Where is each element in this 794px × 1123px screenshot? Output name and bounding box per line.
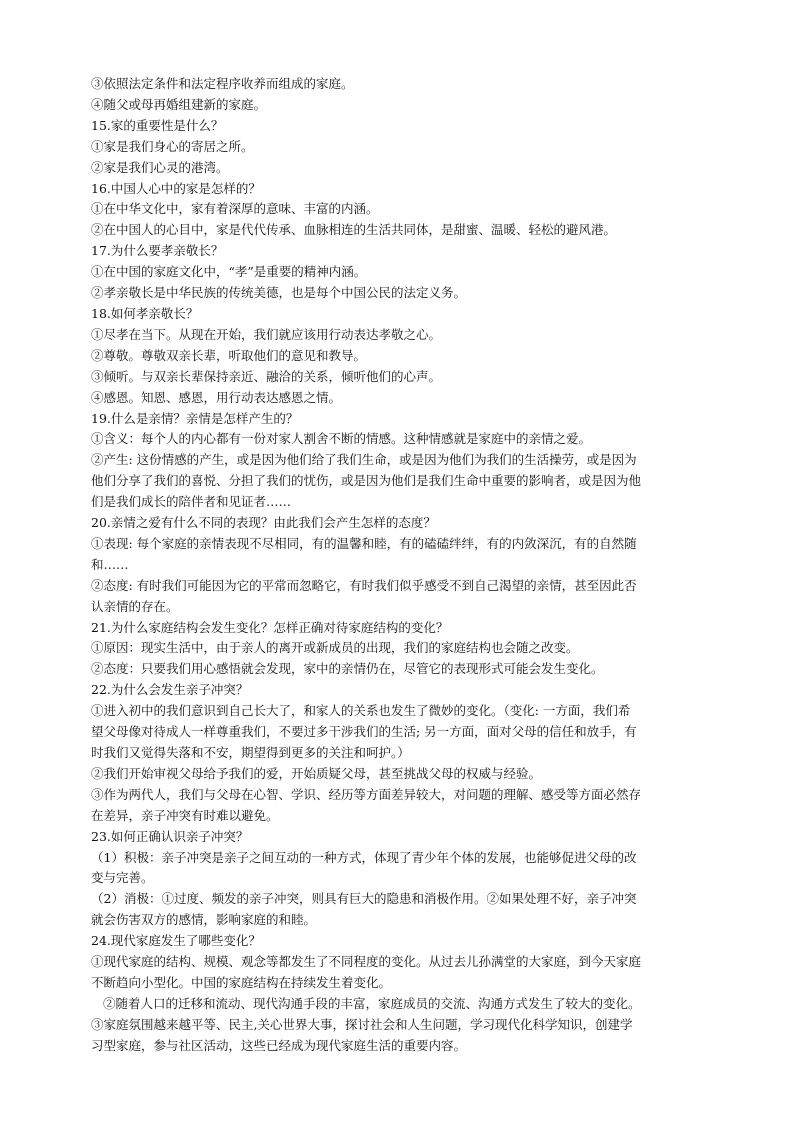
text-line: ②产生: 这份情感的产生，或是因为他们给了我们生命，或是因为他们为我们的生活操劳，或是因为 <box>91 452 637 468</box>
text-line: 他们分享了我们的喜悦、分担了我们的忧伤，或是因为他们是我们生命中重要的影响者，或是因为他 <box>91 473 642 489</box>
question-heading: 20.亲情之爱有什么不同的表现？由此我们会产生怎样的态度？ <box>91 515 436 531</box>
text-line: 变与完善。 <box>91 870 154 886</box>
text-line: 习型家庭，参与社区活动，这些已经成为现代家庭生活的重要内容。 <box>91 1037 467 1053</box>
question-heading: 21.为什么家庭结构会发生变化？怎样正确对待家庭结构的变化？ <box>91 619 449 635</box>
question-heading: 19.什么是亲情？亲情是怎样产生的？ <box>91 410 299 426</box>
question-heading: 22.为什么会发生亲子冲突？ <box>91 682 249 698</box>
text-line: ②态度：只要我们用心感悟就会发现，家中的亲情仍在，尽管它的表现形式可能会发生变化。 <box>91 661 604 677</box>
text-line: ①尽孝在当下。从现在开始，我们就应该用行动表达孝敬之心。 <box>91 326 442 342</box>
question-heading: 15.家的重要性是什么？ <box>91 117 224 133</box>
text-line: 就会伤害双方的感情，影响家庭的和睦。 <box>91 912 317 928</box>
text-line: ②尊敬。尊敬双亲长辈，听取他们的意见和教导。 <box>91 347 367 363</box>
question-heading: 18.如何孝亲敬长？ <box>91 305 199 321</box>
text-line: 们是我们成长的陪伴者和见证者…… <box>91 494 292 510</box>
text-line: ③依照法定条件和法定程序收养而组成的家庭。 <box>91 76 354 91</box>
text-line: ②态度: 有时我们可能因为它的平常而忽略它，有时我们似乎感受不到自己渴望的亲情，甚至因此否 <box>91 577 637 593</box>
text-line: ①原因：现实生活中，由于亲人的离开或新成员的出现，我们的家庭结构也会随之改变。 <box>91 640 579 656</box>
text-line: ②随着人口的迁移和流动、现代沟通手段的丰富，家庭成员的交流、沟通方式发生了较大的变化。 <box>103 995 641 1011</box>
text-line: ①进入初中的我们意识到自己长大了，和家人的关系也发生了微妙的变化。（变化: 一方面，我们希 <box>91 703 631 719</box>
text-line: ②家是我们心灵的港湾。 <box>91 159 229 175</box>
question-heading: 24.现代家庭发生了哪些变化？ <box>91 933 261 949</box>
text-line: ①在中国的家庭文化中，“孝”是重要的精神内涵。 <box>91 264 367 280</box>
question-heading: 17.为什么要孝亲敬长？ <box>91 243 224 259</box>
question-heading: 23.如何正确认识亲子冲突？ <box>91 828 249 844</box>
text-line: ②在中国人的心目中，家是代代传承、血脉相连的生活共同体，是甜蜜、温暖、轻松的避风港。 <box>91 222 617 238</box>
question-heading: 16.中国人心中的家是怎样的？ <box>91 180 261 196</box>
text-line: ①现代家庭的结构、规模、观念等都发生了不同程度的变化。从过去儿孙满堂的大家庭，到今天家庭 <box>91 954 642 970</box>
text-line: ④感恩。知恩、感恩，用行动表达感恩之情。 <box>91 389 342 405</box>
text-line: ③作为两代人，我们与父母在心智、学识、经历等方面差异较大，对问题的理解、感受等方面必然存 <box>91 786 642 802</box>
text-line: ③倾听。与双亲长辈保持亲近、融洽的关系，倾听他们的心声。 <box>91 368 442 384</box>
text-line: ①含义：每个人的内心都有一份对家人割舍不断的情感。这种情感就是家庭中的亲情之爱。 <box>91 431 592 447</box>
text-line: ②孝亲敬长是中华民族的传统美德，也是每个中国公民的法定义务。 <box>91 285 467 301</box>
text-line: ③家庭氛围越来越平等、民主,关心世界大事，探讨社会和人生问题，学习现代化科学知识，创建学 <box>91 1016 633 1032</box>
text-line: ②我们开始审视父母给予我们的爱，开始质疑父母，甚至挑战父母的权威与经验。 <box>91 765 542 781</box>
text-line: ④随父或母再婚组建新的家庭。 <box>91 96 267 112</box>
text-line: 时我们又觉得失落和不安，期望得到更多的关注和呵护。） <box>91 745 410 760</box>
text-line: 在差异，亲子冲突有时难以避免。 <box>91 807 279 823</box>
text-line: ①在中华文化中，家有着深厚的意味、丰富的内涵。 <box>91 201 379 217</box>
document-page <box>91 74 705 1057</box>
text-line: 不断趋向小型化。中国的家庭结构在持续发生着变化。 <box>91 974 392 990</box>
text-line: （2）消极：①过度、频发的亲子冲突，则具有巨大的隐患和消极作用。②如果处理不好，亲子冲突 <box>91 891 637 907</box>
text-line: （1）积极：亲子冲突是亲子之间互动的一种方式，体现了青少年个体的发展，也能够促进父母的改 <box>91 849 637 865</box>
text-line: ①表现: 每个家庭的亲情表现不尽相同，有的温馨和睦，有的磕磕绊绊，有的内敛深沉，有的自然随 <box>91 535 637 551</box>
text-line: 和…… <box>91 556 129 572</box>
text-line: ①家是我们身心的寄居之所。 <box>91 138 254 154</box>
text-line: 望父母像对待成人一样尊重我们，不要过多干涉我们的生活; 另一方面，面对父母的信任和放手，有 <box>91 724 637 740</box>
text-line: 认亲情的存在。 <box>91 598 179 614</box>
